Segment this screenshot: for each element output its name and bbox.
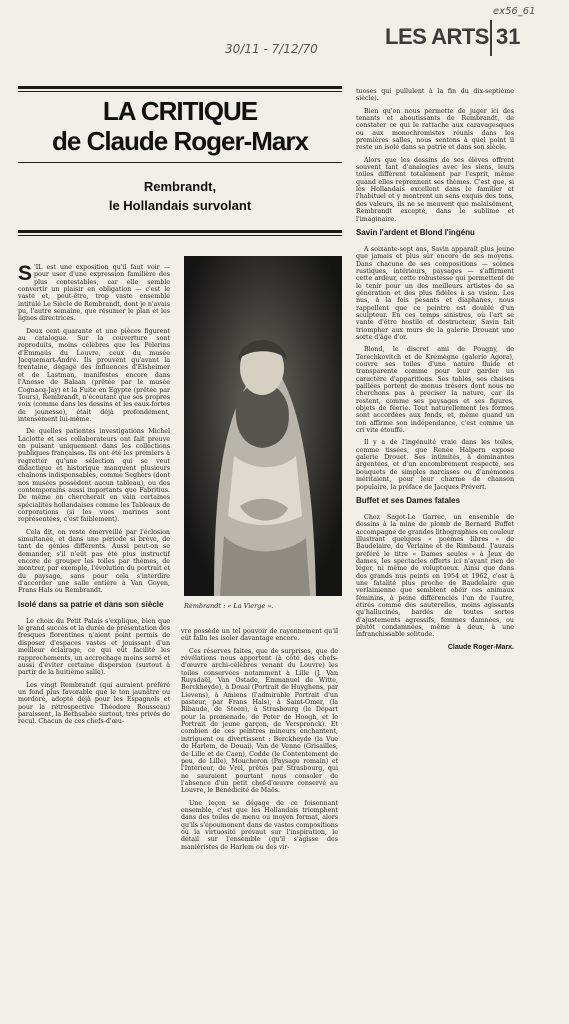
col3-subheading-1: Savin l'ardent et Blond l'ingénu bbox=[356, 227, 475, 237]
col2-p3: Une leçon se dégage de ce foisonnant ensemble, c'est que les Hollandais triomphent dans des toiles de menu ou moyen format, alors qu'ils s'époumonent dans de vastes compositions où la virtuosité prévaut sur l'inspiration, le détail sur l'ensemble (qu'il s'agisse des maniéristes de Harlem ou des vir- bbox=[181, 799, 338, 851]
col1-p2: Deux cent quarante et une pièces figurent au catalogue. Sur la couverture sont reproduits, moins célèbres que les Pèlerins d'Emmaüs du Louvre, ceux du musée Jacquemart-André. Ils prouvent qu'avant la trentaine, dégagé des influences d'Elsheimer et de Lastman, manifestes encore dans l'Anesse de Balaan (prêtée par le musée Cognacq-Jay) et la Fuite en Egypte (prêtée par Tours), Rembrandt, n'écoutant que ses propres voix (comme dans les dessins et les eaux-fortes de jeunesse), était déjà profondément, intensément lui-même. bbox=[18, 327, 170, 423]
section-title: LES ARTS bbox=[385, 24, 489, 49]
col3-p4: A soixante-sept ans, Savin apparaît plus jeune que jamais et plus sûr encore de ses moyens. Dans chacune de ses compositions — scènes rustiques, intérieurs, paysages — s'affirment cette ardeur, cette robustesse qui permettent de le tenir pour un des meilleurs artistes de sa génération et des plus fidèles à sa vision. Les nus, à la fois pesants et diaphanes, nous rappellent que ce peintre est doublé d'un sculpteur. En ces temps sinistres, où l'art se vante d'être hostile et destructeur, Savin fait triompher aux murs de la galerie Drouant une sorte d'âge d'or. bbox=[356, 245, 514, 341]
col3-p5: Blond, le discret ami de Pougny, de Terechkovitch et de Krémègne (galerie Agora), couvre ses toiles d'une nature fluide et transparente comme pour leur garder un caractère d'apparitions. Ses tables, ses chaises paillées portent de menus trésors dont nous ne cherchons pas à préciser la nature, car ils restent, comme ses paysages et ses figures, objets de féerie. Tout naturellement les formes sont accordées aux fonds, et, même quand un ton affirme son indépendance, c'est comme un cri vite étouffé. bbox=[356, 346, 514, 435]
headline-line1: LA CRITIQUE bbox=[102, 96, 258, 126]
col1-p6: Les vingt Rembrandt (qui auraient préféré un fond plus favorable que le ton jaunâtre ou mordoré, adopté déjà pour les Espagnols et pour la rétrospective Théodore Rousseau) paraissent, la Bethsabée surtout, très privés de recul. Chacun de ces chefs-d'œu- bbox=[18, 681, 170, 726]
col3-p2: Bien qu'on nous permette de juger ici des tenants et aboutissants de Rembrandt, de constater ce qui le rattache aux caravagesques ou aux monochromistes réunis dans les premières salles, nous sentons à quel point il reste un isolé dans sa patrie et dans son siècle. bbox=[356, 107, 514, 152]
painting-image bbox=[184, 256, 342, 596]
col1-p4: Cela dit, on reste émerveillé par l'éclosion simultanée, et dans une période si brève, de tant de génies différents. Aussi peut-on se demander, s'il n'eût pas été plus instructif encore de grouper les toiles par thèmes, de montrer, par exemple, l'évolution du portrait et du paysage, sans pour cela s'interdire d'accorder une salle entière à Van Goyen, Frans Hals ou Rembrandt. bbox=[18, 528, 170, 595]
column-3 bbox=[356, 88, 514, 993]
col3-subheading-2: Buffet et ses Dames fatales bbox=[356, 495, 461, 505]
drop-cap: S bbox=[18, 264, 33, 285]
handwritten-ref: ex56_61 bbox=[493, 6, 536, 17]
subtitle-line2: le Hollandais survolant bbox=[108, 198, 252, 213]
title-rule-top-thin bbox=[18, 91, 342, 92]
col1-p3: De quelles patientes investigations Michel Laclotte et ses collaborateurs ont fait preuve en puisant uniquement dans les collections publiques françaises. Ils ont été les premiers à regretter qu'une sélection qui se veut didactique et historique manquent plusieurs chaînons indispensables, comme Seghers (dont nos musées possèdent aucun tableau), ou des contemporains aussi importants que Fabritius. De même on chercherait en vain certaines spécialités hollandaises comme les Tableaux de corporations (si les vues marines sont représentées, c'est faiblement). bbox=[18, 428, 170, 524]
col1-subheading: Isolé dans sa patrie et dans son siècle bbox=[18, 599, 164, 609]
title-rule-top bbox=[18, 86, 342, 89]
title-rule-bottom bbox=[18, 230, 342, 233]
col2-p2: Ces réserves faites, que de surprises, que de révélations nous apportent (à côté des chefs-d'œuvre archi-célèbres venant du Louvre) les toiles conservées notamment à Lille (J. Van Ruysdaël, Van Ostade, Emmanuel de Witte, Berckheyde), à Douai (Portrait de Huyghens, par Lievens), à Amiens (l'admirable Portrait d'un pasteur, par Frans Hals), à Saint-Omer, (la Ribaude, de Steen), à Strasbourg (le Départ pour la promenade, de Peter de Hoogh, et le Portrait de jeune garçon, de Verspronck). Et combien de ces peintres mineurs enchantent, intriguent ou divertissent : Berckheyde (la Vue de Harlem, de Douai), Van de Venne (Grisailles, de Lille et de Caen), Codde (le Contentement de peu, de Lille), Moucheron (Paysage romain) et l'Intérieur, de Vrel, prêtés par Strasbourg, qui ne sauraient pourtant nous consoler de l'absence d'un petit chef-d'œuvre conservé au Louvre, le Bénédicité de Maës. bbox=[181, 647, 338, 795]
page-number: 31 bbox=[496, 24, 521, 49]
col3-p3: Alors que les dessins de ses élèves offrent souvent tant d'analogies avec les siens, leurs toiles diffèrent totalement par l'esprit, même quand elles reprennent ses thèmes. C'est que, si les Hollandais excellent dans le familier et l'habituel et y montrent un sens exquis des tons, des valeurs, ils ne se meuvent que malaisément, Rembrandt excepté, dans le sublime et l'imaginaire. bbox=[356, 156, 514, 223]
col3-p1: tuoses qui pullulent à la fin du dix-septième siècle). bbox=[356, 88, 514, 103]
col3-p6: Il y a de l'ingénuité vraie dans les toiles, comme tissées, que Renée Halpern expose galerie Drouet. Ses intimités, à dominantes argentées, et d'un encombrement respecté, ses bouquets de simples narcisses ou d'anémones méritaient, pour leur charme de chanson populaire, la préface de Jacques Prévert. bbox=[356, 439, 514, 491]
subtitle-line1: Rembrandt, bbox=[143, 179, 217, 194]
title-rule-bottom-thin bbox=[18, 235, 342, 236]
col1-p5: Le choix du Petit Palais s'explique, bien que le grand succès et la durée de présentation des fresques florentines n'aient point permis de disposer d'espaces vastes et jouissant d'un meilleur éclairage, ce qui eût facilité les rapprochements, un accrochage moins serré et aussi d'éviter certaine dispersion (surtout à partir de la huitième salle). bbox=[18, 617, 170, 677]
header-divider bbox=[490, 20, 492, 56]
title-rule-mid bbox=[18, 162, 342, 163]
handwritten-dates: 30/11 - 7/12/70 bbox=[225, 42, 318, 56]
column-2 bbox=[181, 628, 338, 980]
image-caption: Rembrandt : « La Vierge ». bbox=[184, 602, 274, 610]
col1-p1: S 'IL est une exposition qu'il faut voir — pour user d'une expression familière des plus contestables, car elle semble convertir un plaisir en obligation — c'est le vaste et, peut-être, trop vaste ensemble intitulé Le Siècle de Rembrandt, dont je n'avais pu, l'autre semaine, que résumer le plan et les lignes directrices. bbox=[18, 264, 170, 323]
headline-line2: de Claude Roger-Marx bbox=[52, 126, 308, 156]
virgin-portrait-illustration bbox=[184, 256, 342, 596]
col3-p7: Chez Sagot-Le Garrec, un ensemble de dessins à la mine de plomb de Bernard Buffet accompagne de grandes lithographies en couleur illustrant quelques « poèmes libres » de Baudelaire, de Verlaine et de Rimbaud. J'aurais préféré le titre « Dames seules » à Jeux de dames, les spectacles offerts ici n'ayant rien de léger, ni même de voluptueux. Ainsi que dans des grands nus peints en 1954 et 1962, c'est à une fatalité plus proche de Baudelaire que verlainienne que semblent obéir ces animaux féminins, à peine différenciés l'un de l'autre, étirés comme des sauterelles, moins agissants qu'hallucinés, bardés de toutes sortes d'ajustements agressifs, femmes damnées, ou plutôt condamnées, même à deux, à une infranchissable solitude. bbox=[356, 513, 514, 639]
column-1 bbox=[18, 264, 170, 980]
author-signature: Claude Roger-Marx. bbox=[447, 643, 514, 651]
col2-p1: vre possède un tel pouvoir de rayonnement qu'il eût fallu les isoler davantage encore. bbox=[181, 628, 338, 643]
